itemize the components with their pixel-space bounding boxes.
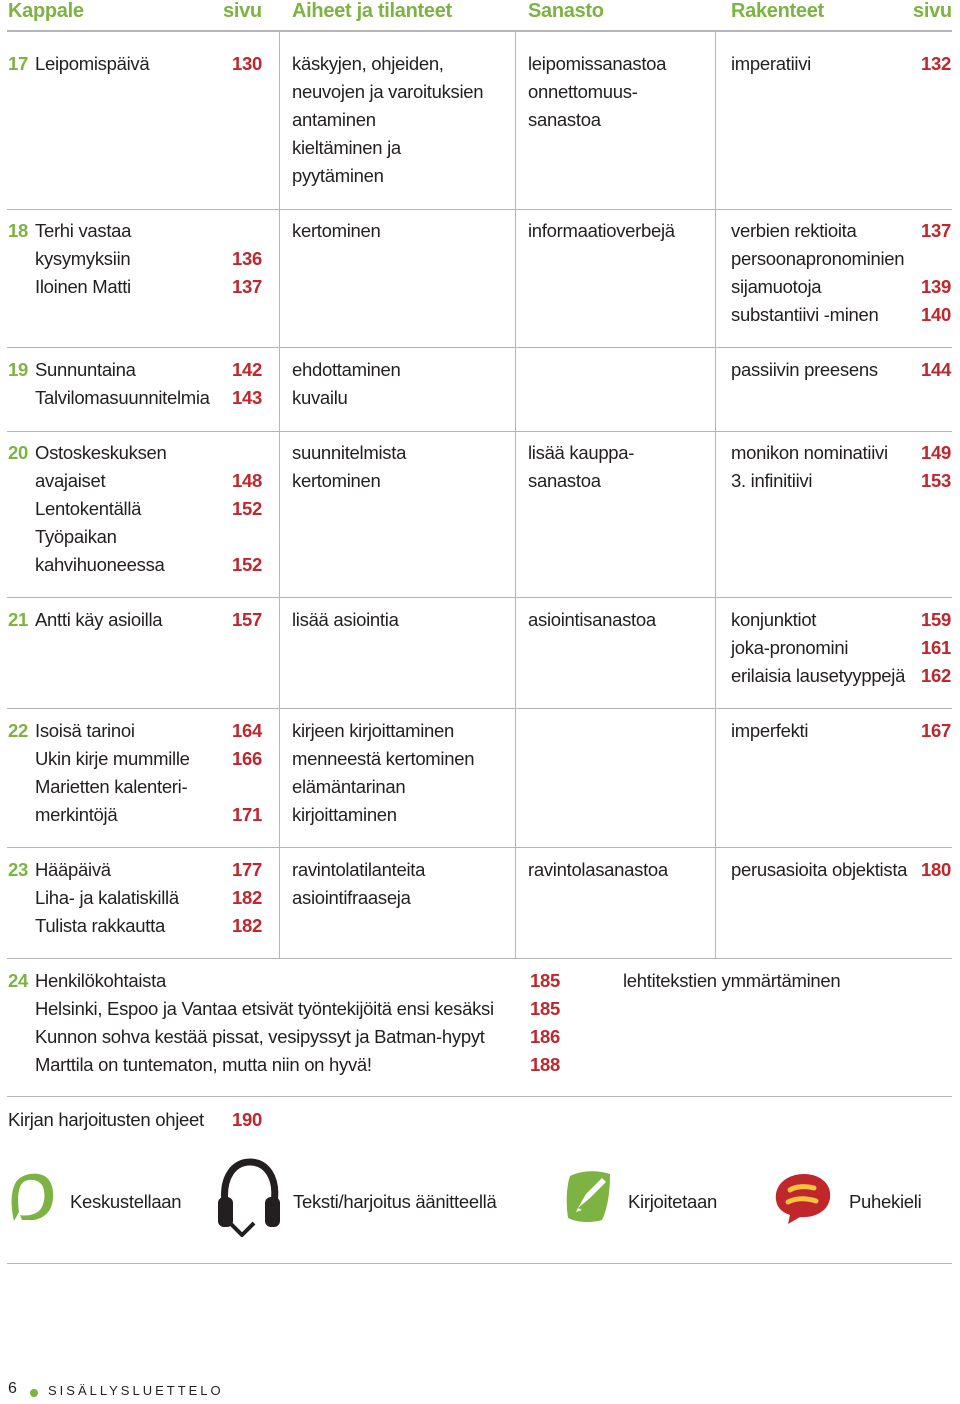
row-24-lesson-2-page: 185 bbox=[530, 998, 560, 1019]
ohjeet-page: 190 bbox=[232, 1109, 262, 1130]
row-18-struct-3-page: 139 bbox=[921, 276, 951, 297]
row-18-topic-1: kertominen bbox=[292, 220, 381, 241]
row-20-lesson-1: Ostoskeskuksen bbox=[35, 442, 167, 463]
row-23-vocab-1: ravintolasanastoa bbox=[528, 859, 668, 880]
row-19-topic-2: kuvailu bbox=[292, 387, 348, 408]
row-18-lesson-2: kysymyksiin bbox=[35, 248, 131, 269]
rule-row-20 bbox=[7, 597, 952, 598]
rule-row-22 bbox=[7, 847, 952, 848]
rule-row-21 bbox=[7, 708, 952, 709]
row-20-lesson-5: kahvihuoneessa bbox=[35, 554, 165, 575]
row-23-lesson-1: Hääpäivä bbox=[35, 859, 111, 880]
row-17-vocab-3: sanastoa bbox=[528, 109, 601, 130]
pen-writing-icon bbox=[564, 1168, 614, 1224]
speech-bubble-icon bbox=[6, 1170, 56, 1224]
row-19-struct-1: passiivin preesens bbox=[731, 359, 878, 380]
row-20-struct-2-page: 153 bbox=[921, 470, 951, 491]
col-divider-1 bbox=[279, 30, 280, 958]
row-18-struct-1-page: 137 bbox=[921, 220, 951, 241]
row-18-vocab-1: informaatioverbejä bbox=[528, 220, 675, 241]
row-22-topic-2: menneestä kertominen bbox=[292, 748, 475, 769]
legend-aanite: Teksti/harjoitus äänitteellä bbox=[293, 1191, 497, 1212]
row-21-struct-1: konjunktiot bbox=[731, 609, 817, 630]
row-22-lesson-2: Ukin kirje mummille bbox=[35, 748, 190, 769]
row-22-lesson-4-page: 171 bbox=[232, 804, 262, 825]
row-18-number: 18 bbox=[8, 220, 28, 241]
row-24-lesson-2: Helsinki, Espoo ja Vantaa etsivät työntekijöitä ensi kesäksi bbox=[35, 998, 494, 1019]
row-24-number: 24 bbox=[8, 970, 28, 991]
speech-bubble-red-icon bbox=[770, 1170, 834, 1226]
header-sanasto: Sanasto bbox=[528, 0, 604, 22]
row-18-struct-2: persoonapronominien bbox=[731, 248, 905, 269]
row-20-lesson-5-page: 152 bbox=[232, 554, 262, 575]
row-22-lesson-1: Isoisä tarinoi bbox=[35, 720, 135, 741]
row-24-lesson-1: Henkilökohtaista bbox=[35, 970, 166, 991]
row-23-lesson-3-page: 182 bbox=[232, 915, 262, 936]
rule-row-23 bbox=[7, 958, 952, 959]
row-20-lesson-2: avajaiset bbox=[35, 470, 106, 491]
row-20-struct-1-page: 149 bbox=[921, 442, 951, 463]
ohjeet-label: Kirjan harjoitusten ohjeet bbox=[8, 1109, 204, 1130]
col-divider-2 bbox=[515, 30, 516, 958]
row-24-lesson-3: Kunnon sohva kestää pissat, vesipyssyt ja Batman-hypyt bbox=[35, 1026, 485, 1047]
row-23-struct-1: perusasioita objektista bbox=[731, 859, 908, 880]
row-20-lesson-2-page: 148 bbox=[232, 470, 262, 491]
row-21-struct-2: joka-pronomini bbox=[731, 637, 849, 658]
legend-puhekieli: Puhekieli bbox=[849, 1191, 922, 1212]
row-20-vocab-2: sanastoa bbox=[528, 470, 601, 491]
rule-header bbox=[7, 30, 952, 32]
legend-keskustellaan: Keskustellaan bbox=[70, 1191, 182, 1212]
row-22-topic-3: elämäntarinan bbox=[292, 776, 406, 797]
row-19-topic-1: ehdottaminen bbox=[292, 359, 401, 380]
headphones-icon bbox=[216, 1157, 282, 1237]
row-21-struct-1-page: 159 bbox=[921, 609, 951, 630]
row-21-struct-2-page: 161 bbox=[921, 637, 951, 658]
header-sivu-2: sivu bbox=[913, 0, 952, 22]
row-19-lesson-1-page: 142 bbox=[232, 359, 262, 380]
row-20-lesson-3: Lentokentällä bbox=[35, 498, 142, 519]
row-17-struct-1: imperatiivi bbox=[731, 53, 811, 74]
row-17-topic-1: käskyjen, ohjeiden, bbox=[292, 53, 444, 74]
rule-legend bbox=[7, 1263, 952, 1264]
page-number: 6 bbox=[8, 1380, 17, 1397]
footer-bullet bbox=[30, 1389, 38, 1397]
row-24-lesson-3-page: 186 bbox=[530, 1026, 560, 1047]
row-18-struct-4-page: 140 bbox=[921, 304, 951, 325]
legend-kirjoitetaan: Kirjoitetaan bbox=[628, 1191, 717, 1212]
row-17-vocab-2: onnettomuus- bbox=[528, 81, 638, 102]
row-20-number: 20 bbox=[8, 442, 28, 463]
header-rakenteet: Rakenteet bbox=[731, 0, 824, 22]
row-18-lesson-3-page: 137 bbox=[232, 276, 262, 297]
row-21-vocab-1: asiointisanastoa bbox=[528, 609, 656, 630]
row-18-lesson-3: Iloinen Matti bbox=[35, 276, 131, 297]
row-23-lesson-1-page: 177 bbox=[232, 859, 262, 880]
header-sivu: sivu bbox=[223, 0, 262, 22]
row-19-struct-1-page: 144 bbox=[921, 359, 951, 380]
row-17-struct-1-page: 132 bbox=[921, 53, 951, 74]
row-23-lesson-2: Liha- ja kalatiskillä bbox=[35, 887, 179, 908]
row-21-struct-3: erilaisia lausetyyppejä bbox=[731, 665, 906, 686]
row-21-lesson-1-page: 157 bbox=[232, 609, 262, 630]
row-18-struct-4: substantiivi -minen bbox=[731, 304, 879, 325]
row-19-lesson-2-page: 143 bbox=[232, 387, 262, 408]
row-17-topic-3: antaminen bbox=[292, 109, 376, 130]
footer-section-label: SISÄLLYSLUETTELO bbox=[48, 1383, 224, 1398]
row-17-topic-2: neuvojen ja varoituksien bbox=[292, 81, 484, 102]
row-23-topic-1: ravintolatilanteita bbox=[292, 859, 426, 880]
row-18-lesson-2-page: 136 bbox=[232, 248, 262, 269]
rule-row-18 bbox=[7, 347, 952, 348]
row-24-topic: lehtitekstien ymmärtäminen bbox=[623, 970, 841, 991]
row-20-topic-2: kertominen bbox=[292, 470, 381, 491]
row-18-struct-1: verbien rektioita bbox=[731, 220, 857, 241]
row-21-lesson-1: Antti käy asioilla bbox=[35, 609, 163, 630]
row-22-lesson-2-page: 166 bbox=[232, 748, 262, 769]
row-21-number: 21 bbox=[8, 609, 28, 630]
row-22-struct-1: imperfekti bbox=[731, 720, 809, 741]
row-20-topic-1: suunnitelmista bbox=[292, 442, 407, 463]
rule-row-19 bbox=[7, 431, 952, 432]
row-24-lesson-4: Marttila on tuntematon, mutta niin on hyvä! bbox=[35, 1054, 372, 1075]
header-aiheet: Aiheet ja tilanteet bbox=[292, 0, 452, 22]
row-22-topic-4: kirjoittaminen bbox=[292, 804, 397, 825]
row-21-topic-1: lisää asiointia bbox=[292, 609, 399, 630]
row-19-lesson-2: Talvilomasuunnitelmia bbox=[35, 387, 210, 408]
row-19-number: 19 bbox=[8, 359, 28, 380]
row-22-struct-1-page: 167 bbox=[921, 720, 951, 741]
row-21-struct-3-page: 162 bbox=[921, 665, 951, 686]
row-23-lesson-2-page: 182 bbox=[232, 887, 262, 908]
row-17-topic-4: kieltäminen ja bbox=[292, 137, 401, 158]
row-22-lesson-3: Marietten kalenteri- bbox=[35, 776, 188, 797]
col-divider-3 bbox=[715, 30, 716, 958]
row-22-lesson-1-page: 164 bbox=[232, 720, 262, 741]
row-22-topic-1: kirjeen kirjoittaminen bbox=[292, 720, 455, 741]
row-20-lesson-3-page: 152 bbox=[232, 498, 262, 519]
row-17-lesson-1-page: 130 bbox=[232, 53, 262, 74]
row-22-lesson-4: merkintöjä bbox=[35, 804, 118, 825]
header-kappale: Kappale bbox=[8, 0, 84, 22]
rule-row-24 bbox=[7, 1096, 952, 1097]
row-20-struct-2: 3. infinitiivi bbox=[731, 470, 813, 491]
row-23-topic-2: asiointifraaseja bbox=[292, 887, 411, 908]
row-17-vocab-1: leipomissanastoa bbox=[528, 53, 667, 74]
row-17-number: 17 bbox=[8, 53, 28, 74]
row-20-struct-1: monikon nominatiivi bbox=[731, 442, 888, 463]
row-18-lesson-1: Terhi vastaa bbox=[35, 220, 132, 241]
row-23-struct-1-page: 180 bbox=[921, 859, 951, 880]
row-23-lesson-3: Tulista rakkautta bbox=[35, 915, 165, 936]
row-20-lesson-4: Työpaikan bbox=[35, 526, 117, 547]
row-18-struct-3: sijamuotoja bbox=[731, 276, 822, 297]
row-24-lesson-4-page: 188 bbox=[530, 1054, 560, 1075]
row-22-number: 22 bbox=[8, 720, 28, 741]
row-24-lesson-1-page: 185 bbox=[530, 970, 560, 991]
row-23-number: 23 bbox=[8, 859, 28, 880]
row-17-lesson-1: Leipomispäivä bbox=[35, 53, 150, 74]
row-19-lesson-1: Sunnuntaina bbox=[35, 359, 136, 380]
row-20-vocab-1: lisää kauppa- bbox=[528, 442, 635, 463]
rule-row-17 bbox=[7, 209, 952, 210]
row-17-topic-5: pyytäminen bbox=[292, 165, 384, 186]
